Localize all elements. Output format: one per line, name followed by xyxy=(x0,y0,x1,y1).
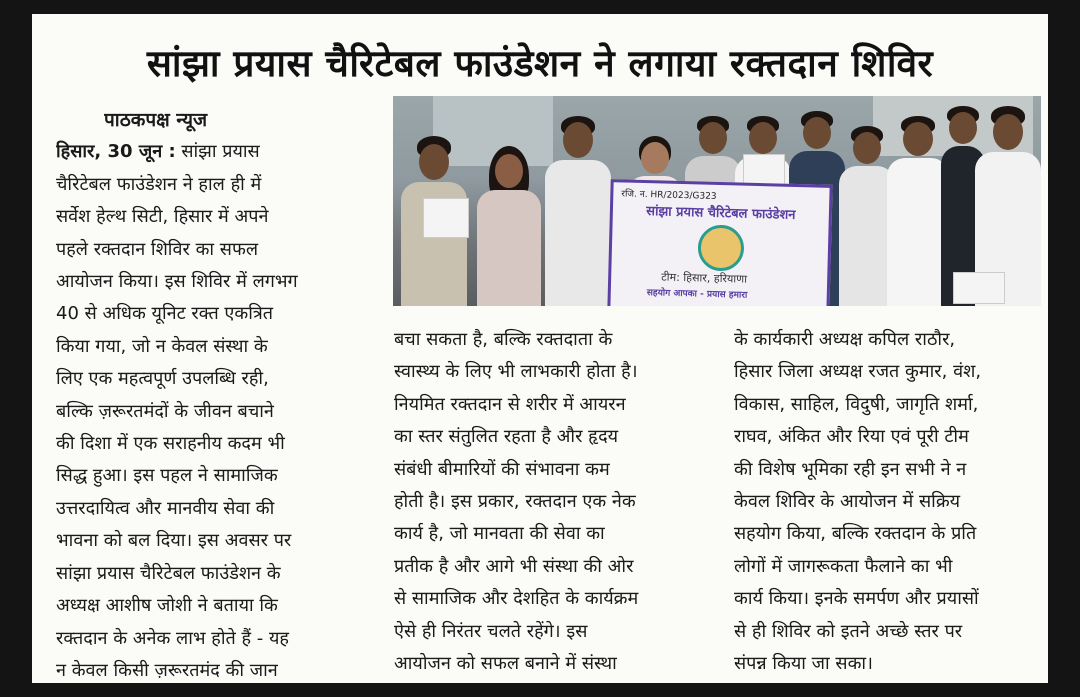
article-line: केवल शिविर के आयोजन में सक्रिय xyxy=(734,491,961,513)
article-line: चैरिटेबल फाउंडेशन ने हाल ही में xyxy=(56,173,262,195)
article-line: किया गया, जो न केवल संस्था के xyxy=(56,335,268,357)
article-line: बल्कि ज़रूरतमंदों के जीवन बचाने xyxy=(56,400,274,422)
article-line: सहयोग किया, बल्कि रक्तदान के प्रति xyxy=(734,523,977,545)
article-line: होती है। इस प्रकार, रक्तदान एक नेक xyxy=(394,491,636,513)
article-line: लिए एक महत्वपूर्ण उपलब्धि रही, xyxy=(56,368,269,390)
person xyxy=(543,116,613,306)
article-line: 40 से अधिक यूनिट रक्त एकत्रित xyxy=(56,303,274,325)
article-line: सर्वेश हेल्थ सिटी, हिसार में अपने xyxy=(56,206,269,228)
article-line: पहले रक्तदान शिविर का सफल xyxy=(56,238,259,260)
banner-registration: रजि. न. HR/2023/G323 xyxy=(621,189,717,202)
article-line: भावना को बल दिया। इस अवसर पर xyxy=(56,530,292,552)
article-line: न केवल किसी ज़रूरतमंद की जान xyxy=(56,659,278,681)
article-line: से ही शिविर को इतने अच्छे स्तर पर xyxy=(734,620,963,642)
article-line: से सामाजिक और देशहित के कार्यक्रम xyxy=(394,588,639,610)
article-line: संपन्न किया जा सका। xyxy=(734,653,873,675)
certificate xyxy=(953,272,1005,304)
article-line: सिद्ध हुआ। इस पहल ने सामाजिक xyxy=(56,465,278,487)
newspaper-clipping xyxy=(32,14,1048,683)
article-line: की विशेष भूमिका रही इन सभी ने न xyxy=(734,458,967,480)
article-line: आयोजन किया। इस शिविर में लगभग xyxy=(56,271,298,293)
article-line: नियमित रक्तदान से शरीर में आयरन xyxy=(394,393,626,415)
article-column-1 xyxy=(56,104,392,683)
article-line: अध्यक्ष आशीष जोशी ने बताया कि xyxy=(56,595,278,617)
article-column-2 xyxy=(394,324,714,680)
article-line: ऐसे ही निरंतर चलते रहेंगे। इस xyxy=(394,620,588,642)
article-line: बचा सकता है, बल्कि रक्तदाता के xyxy=(394,329,613,350)
article-line: विकास, साहिल, विदुषी, जागृति शर्मा, xyxy=(734,393,979,415)
article-line: रक्तदान के अनेक लाभ होते हैं - यह xyxy=(56,627,289,649)
article-line: स्वास्थ्य के लिए भी लाभकारी होता है। xyxy=(394,361,638,383)
article-line: राघव, अंकित और रिया एवं पूरी टीम xyxy=(734,426,969,448)
article-line: लोगों में जागरूकता फैलाने का भी xyxy=(734,555,953,577)
foundation-logo-icon xyxy=(697,224,744,271)
article-line: की दिशा में एक सराहनीय कदम भी xyxy=(56,433,285,455)
dateline: हिसार, 30 जून : xyxy=(56,141,176,163)
person xyxy=(473,146,545,306)
article-line: संबंधी बीमारियों की संभावना कम xyxy=(394,458,610,480)
article-column-3 xyxy=(734,324,1046,680)
article-line: के कार्यकारी अध्यक्ष कपिल राठौर, xyxy=(734,329,956,350)
article-line: हिसार जिला अध्यक्ष रजत कुमार, वंश, xyxy=(734,361,982,383)
article-line: का स्तर संतुलित रहता है और हृदय xyxy=(394,426,619,448)
headline: सांझा प्रयास चैरिटेबल फाउंडेशन ने लगाया रक्तदान शिविर xyxy=(146,42,934,85)
byline: पाठकपक्ष न्यूज xyxy=(104,109,208,131)
article-line: कार्य है, जो मानवता की सेवा का xyxy=(394,523,605,545)
article-line: हिसार, 30 जून : सांझा प्रयास xyxy=(56,141,260,163)
foundation-banner xyxy=(607,179,832,306)
banner-title: सांझा प्रयास चैरिटेबल फाउंडेशन xyxy=(646,204,796,223)
certificate xyxy=(423,198,469,238)
banner-motto: सहयोग आपका - प्रयास हमारा xyxy=(646,288,748,301)
article-line: उत्तरदायित्व और मानवीय सेवा की xyxy=(56,497,275,519)
banner-team: टीम: हिसार, हरियाणा xyxy=(661,270,748,286)
article-line: सांझा प्रयास चैरिटेबल फाउंडेशन के xyxy=(56,562,281,584)
group-photo xyxy=(393,96,1041,306)
article-line: प्रतीक है और आगे भी संस्था की ओर xyxy=(394,555,634,577)
article-line: आयोजन को सफल बनाने में संस्था xyxy=(394,653,617,675)
article-line: कार्य किया। इनके समर्पण और प्रयासों xyxy=(734,588,979,610)
